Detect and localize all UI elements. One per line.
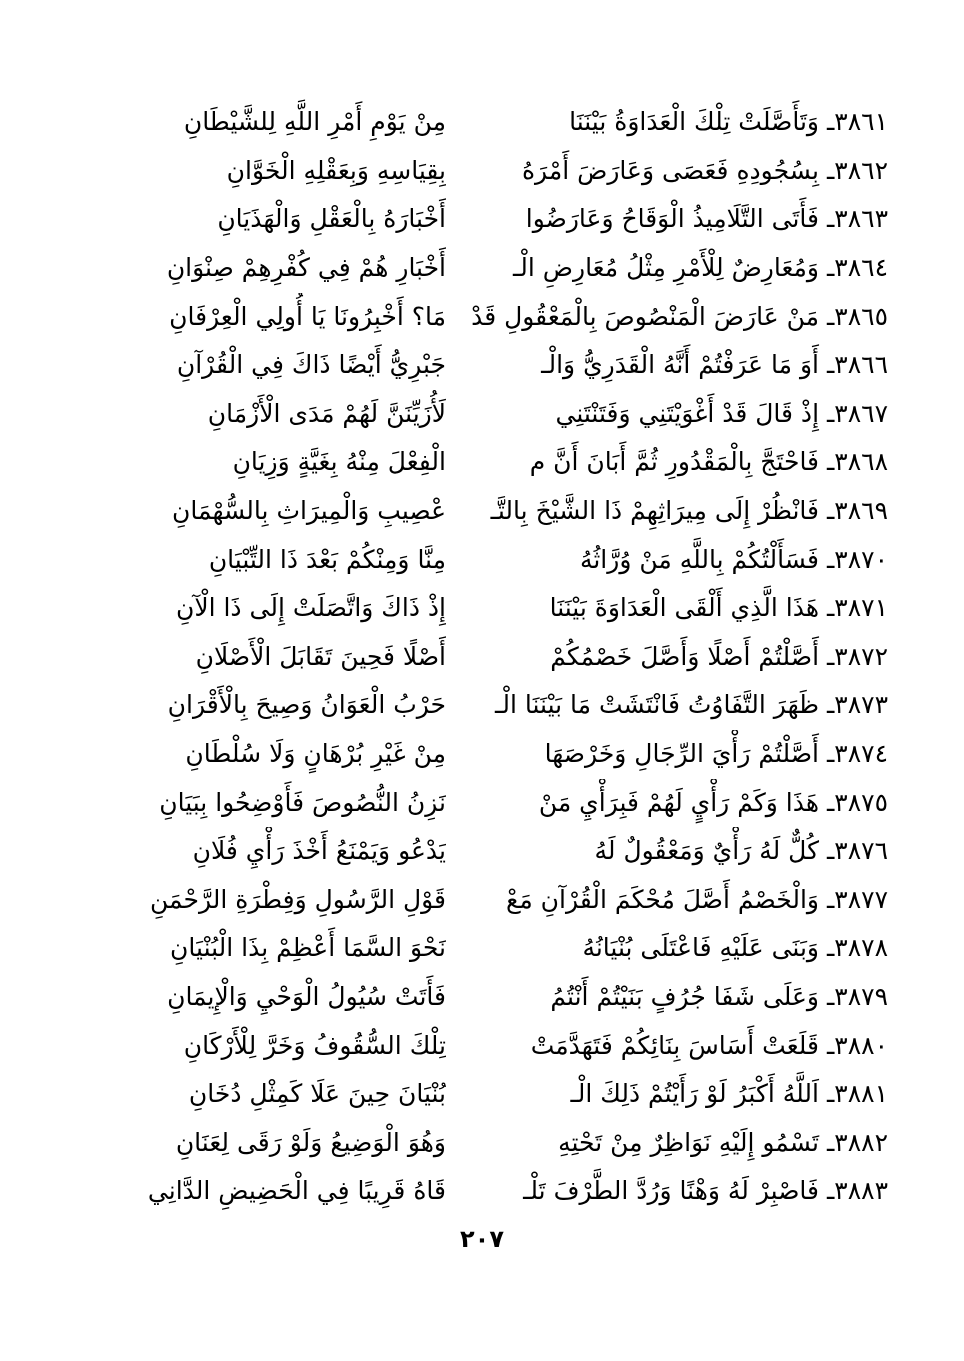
verse-first-hemistich: ٣٨٦٧ـ إِذْ قَالَ قَدْ أَغْوَيْتَنِي وَفَتَنْتَنِي [555,398,888,428]
verse-row [70,341,888,390]
verse-row [70,1118,888,1167]
verse-first-hemistich: ٣٨٦٣ـ فَأَتَى التَّلَامِيذُ الْوَقَاحُ وَعَارَضُوا [525,204,888,234]
verse-second-hemistich: إِذْ ذَاكَ وَاتَّصَلَتْ إِلَى ذَا الْآنِ [175,593,446,623]
verse-second-hemistich: مِنْ غَيْرِ بُرْهَانٍ وَلَا سُلْطَانِ [185,739,446,769]
verse-second-hemistich: نَزِنُ النُّصُوصَ فَأَوْضِحُوا بِبَيَانِ [159,787,446,817]
verse-second-hemistich: وَهُوَ الْوَضِيعُ وَلَوْ رَقَى لِعَنَانِ [175,1127,446,1157]
verse-row [70,876,888,925]
verse-second-hemistich: تِلْكَ السُّقُوفُ وَخَرَّ لِلْأَرْكَانِ [183,1030,446,1060]
verse-first-hemistich: ٣٨٦٤ـ وَمُعَارِضٌ لِلْأَمْرِ مِثْلُ مُعَارِضِ الْـ [512,253,888,283]
verse-first-hemistich: ٣٨٨٢ـ تَسْمُو إِلَيْهِ نَوَاظِرٌ مِنْ تَحْتِهِ [558,1127,888,1157]
verse-second-hemistich: لَأُزَيِّنَنَّ لَهُمْ مَدَى الْأَزْمَانِ [207,398,446,428]
verse-row [70,924,888,973]
verse-row [70,244,888,293]
verse-first-hemistich: ٣٨٧٥ـ هَذَا وَكَمْ رَأْيٍ لَهُمْ فَبِرَأْيِ مَنْ [538,787,888,817]
verse-row [70,98,888,147]
page-number: ٢٠٧ [460,1225,504,1253]
verse-first-hemistich: ٣٨٦٦ـ أَوَ مَا عَرَفْتُمْ أَنَّهُ الْقَدَرِيُّ وَالْـ [541,350,888,380]
verse-second-hemistich: قَاهُ قَرِيبًا فِي الْحَضِيضِ الدَّانِي [147,1176,446,1206]
verse-first-hemistich: ٣٨٧٧ـ وَالْخَصْمُ أَصَّلَ مُحْكَمَ الْقُرْآنِ مَعْ [506,884,888,914]
verse-second-hemistich: قَوْلِ الرَّسُولِ وَفِطْرَةِ الرَّحْمَنِ [150,884,446,914]
verse-first-hemistich: ٣٨٦١ـ وَتَأَصَّلَتْ تِلْكَ الْعَدَاوَةُ بَيْنَنَا [569,107,888,137]
verse-first-hemistich: ٣٨٧١ـ هَذَا الَّذِي أَلْقَى الْعَدَاوَةَ بَيْنَنَا [549,593,888,623]
poem-verses [70,98,888,1216]
verse-second-hemistich: نَحْوَ السَّمَا أَعْظِمْ بِذَا الْبُنْيَانِ [170,933,446,963]
verse-second-hemistich: الْفِعْلَ مِنْهُ بِغَيَّةٍ وَزِيَانِ [232,447,446,477]
verse-first-hemistich: ٣٨٧٩ـ وَعَلَى شَفَا جُرُفٍ بَنَيْتُمْ أَنْتُمُ [550,981,888,1011]
verse-row [70,681,888,730]
verse-row [70,1070,888,1119]
verse-first-hemistich: ٣٨٧٤ـ أَصَّلْتُمْ رَأْيَ الرِّجَالِ وَخَرْصَهَا [544,739,888,769]
verse-second-hemistich: أَخْبَارَهُ بِالْعَقْلِ وَالْهَذَيَانِ [217,204,446,234]
verse-second-hemistich: مِنَّا وَمِنْكُمْ بَعْدَ ذَا التِّبْيَانِ [208,544,446,574]
verse-second-hemistich: حَرْبُ الْعَوَانُ وَصِيحَ بِالْأَقْرَانِ [167,690,446,720]
verse-row [70,584,888,633]
verse-row [70,535,888,584]
verse-row [70,195,888,244]
verse-second-hemistich: أَخْبَارِ هُمْ فِي كُفْرِهِمْ صِنْوَانِ [166,253,446,283]
verse-second-hemistich: مَا؟ أَخْبِرُونَا يَا أُولِي الْعِرْفَانِ [169,301,446,331]
verse-first-hemistich: ٣٨٦٩ـ فَانْظُرْ إِلَى مِيرَاثِهِمْ ذَا الشَّيْخَ بِالتَّـ [490,496,888,526]
verse-first-hemistich: ٣٨٨٠ـ قَلَعَتْ أَسَاسَ بِنَائِكُمْ فَتَهَدَّمَتْ [530,1030,888,1060]
verse-row [70,973,888,1022]
verse-first-hemistich: ٣٨٧٠ـ فَسَأَلْتُكُمْ بِاللَّهِ مَنْ وُرَّاثُهُ [579,544,888,574]
verse-second-hemistich: أَصْلًا فَحِينَ تَقَابَلَ الْأَصْلَانِ [195,641,446,671]
verse-first-hemistich: ٣٨٧٣ـ ظَهَرَ التَّفَاوُتُ فَانْتَشَتْ مَا بَيْنَنَا الْـ [495,690,888,720]
verse-first-hemistich: ٣٨٧٢ـ أَصَّلْتُمْ أَصْلًا وَأَصَّلَ خَصْمُكُمْ [550,641,888,671]
verse-second-hemistich: يَدْعُو وَيَمْنَعُ أَخْذَ رَأْيِ فُلَانِ [192,836,446,866]
verse-first-hemistich: ٣٨٦٢ـ بِسُجُودِهِ فَعَصَى وَعَارَضَ أَمْرَهُ [521,155,888,185]
verse-first-hemistich: ٣٨٧٦ـ كُلٌّ لَهُ رَأْيٌ وَمَعْقُولٌ لَهُ [594,836,888,866]
verse-second-hemistich: فَأَتَتْ سُيُولُ الْوَحْيِ وَالْإِيمَانِ [167,981,446,1011]
verse-row [70,390,888,439]
verse-row [70,1167,888,1216]
verse-first-hemistich: ٣٨٦٥ـ مَنْ عَارَضَ الْمَنْصُوصَ بِالْمَعْقُولِ قَدْ [471,301,888,331]
verse-row [70,292,888,341]
verse-first-hemistich: ٣٨٨١ـ اَللَّهُ أَكْبَرُ لَوْ رَأَيْتُمْ ذَلِكَ الْـ [570,1079,888,1109]
verse-row [70,778,888,827]
verse-row [70,438,888,487]
verse-second-hemistich: جَبْرِيُّ أَيْضًا ذَاكَ فِي الْقُرْآنِ [176,350,446,380]
verse-second-hemistich: مِنْ يَوْمِ أَمْرِ اللَّهِ لِلشَّيْطَانِ [183,107,446,137]
verse-first-hemistich: ٣٨٧٨ـ وَبَنَى عَلَيْهِ فَاعْتَلَى بُنْيَانُهُ [582,933,888,963]
verse-row [70,633,888,682]
verse-row [70,147,888,196]
verse-first-hemistich: ٣٨٨٣ـ فَاصْبِرْ لَهُ وَهْنًا وَرُدَّ الطَّرْفَ تَلْـ [523,1176,888,1206]
verse-row [70,487,888,536]
verse-second-hemistich: عْصِيبِ وَالْمِيرَاثِ بِالسُّهْمَانِ [172,496,446,526]
verse-row [70,827,888,876]
verse-second-hemistich: بُنْيَانَ حِينَ عَلَا كَمِثْلِ دُخَانِ [188,1079,446,1109]
verse-row [70,730,888,779]
verse-first-hemistich: ٣٨٦٨ـ فَاحْتَجَّ بِالْمَقْدُورِ ثُمَّ أَبَانَ أَنَّ م [529,447,888,477]
verse-row [70,1021,888,1070]
verse-second-hemistich: بِقِيَاسِهِ وَبِعَقْلِهِ الْخَوَّانِ [226,155,446,185]
